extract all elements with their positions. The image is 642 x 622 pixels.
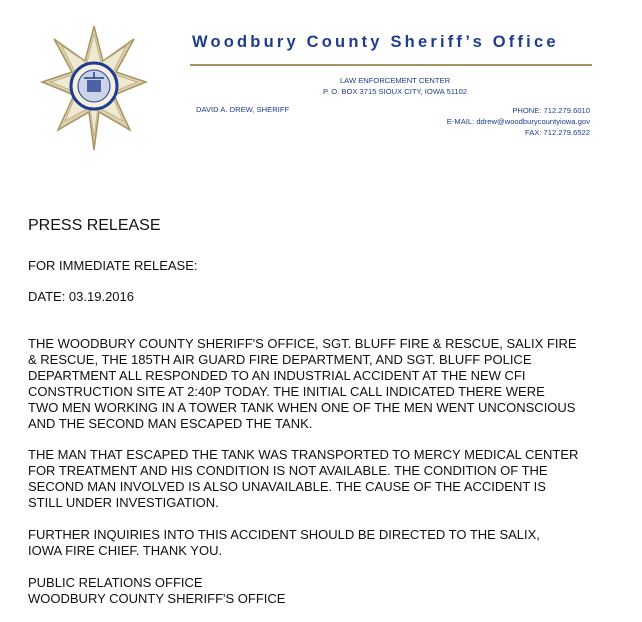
header-rule: [190, 64, 592, 66]
text-line: THE WOODBURY COUNTY SHERIFF'S OFFICE, SGT. BLUFF FIRE & RESCUE, SALIX FIRE: [28, 336, 577, 351]
fax-number: FAX: 712.279.6522: [524, 128, 590, 137]
text-line: AND THE SECOND MAN ESCAPED THE TANK.: [28, 416, 313, 431]
email-address: E-MAIL: ddrew@woodburycountyiowa.gov: [446, 117, 590, 126]
postal-address: P. O. BOX 3715 SIOUX CITY, IOWA 51102: [322, 87, 468, 96]
contact-block: [447, 105, 590, 138]
release-timing: FOR IMMEDIATE RELEASE:: [28, 258, 198, 273]
release-date: DATE: 03.19.2016: [28, 289, 134, 304]
phone-number: PHONE: 712.279.6010: [512, 106, 590, 115]
text-line: IOWA FIRE CHIEF. THANK YOU.: [28, 543, 223, 558]
text-line: TWO MEN WORKING IN A TOWER TANK WHEN ONE OF THE MEN WENT UNCONSCIOUS: [28, 400, 576, 415]
agency-name: Woodbury County Sheriff’s Office: [192, 33, 559, 51]
center-address-block: [290, 75, 500, 97]
paragraph-condition: [28, 447, 628, 511]
text-line: THE MAN THAT ESCAPED THE TANK WAS TRANSPORTED TO MERCY MEDICAL CENTER: [28, 447, 579, 462]
office-line: WOODBURY COUNTY SHERIFF'S OFFICE: [28, 591, 286, 606]
paragraph-incident: [28, 336, 628, 432]
signature-block: [28, 575, 628, 607]
text-line: STILL UNDER INVESTIGATION.: [28, 495, 219, 510]
text-line: FOR TREATMENT AND HIS CONDITION IS NOT AVAILABLE. THE CONDITION OF THE: [28, 463, 548, 478]
document-title: PRESS RELEASE: [28, 217, 161, 234]
sheriff-name: DAVID A. DREW, SHERIFF: [196, 105, 290, 114]
text-line: & RESCUE, THE 185TH AIR GUARD FIRE DEPARTMENT, AND SGT. BLUFF POLICE: [28, 352, 532, 367]
office-line: PUBLIC RELATIONS OFFICE: [28, 575, 203, 590]
sheriff-star-badge-icon: [40, 24, 148, 152]
text-line: CONSTRUCTION SITE AT 2:40P TODAY. THE INITIAL CALL INDICATED THERE WERE: [28, 384, 545, 399]
text-line: SECOND MAN INVOLVED IS ALSO UNAVAILABLE. THE CAUSE OF THE ACCIDENT IS: [28, 479, 546, 494]
center-name: LAW ENFORCEMENT CENTER: [339, 76, 451, 85]
paragraph-inquiries: [28, 527, 628, 559]
text-line: DEPARTMENT ALL RESPONDED TO AN INDUSTRIAL ACCIDENT AT THE NEW CFI: [28, 368, 526, 383]
text-line: FURTHER INQUIRIES INTO THIS ACCIDENT SHOULD BE DIRECTED TO THE SALIX,: [28, 527, 540, 542]
